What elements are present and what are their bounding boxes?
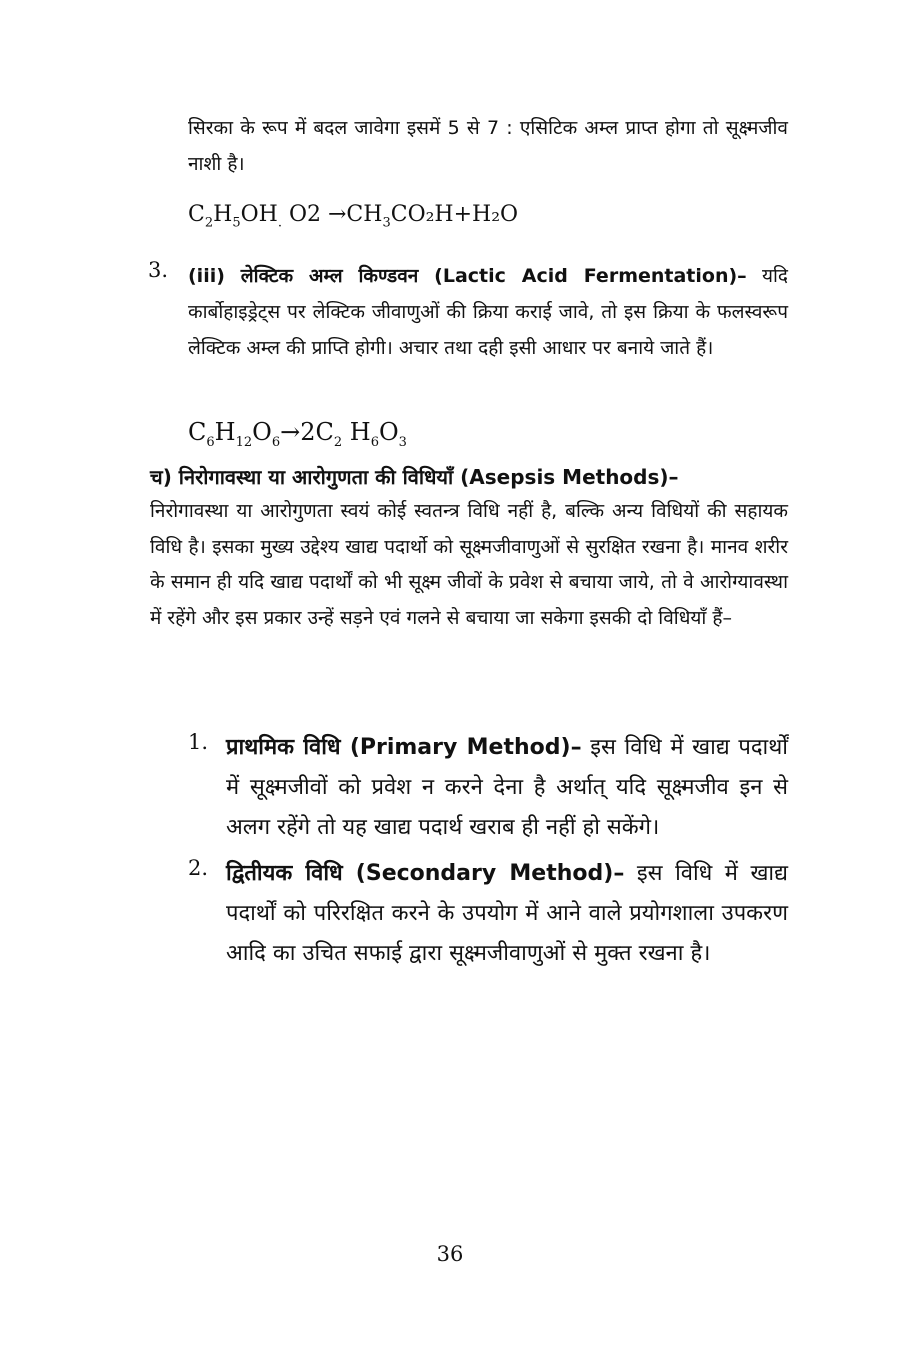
lactic-fermentation-item xyxy=(148,258,788,366)
acetic-acid-formula: $C_2H_5OH_.$ $O2 \to CH_3CO_2H+H_2O$ xyxy=(188,202,519,231)
lactic-acid-formula: $C_6H_{12}O_6\to 2C_2$ $H_6O_3$ xyxy=(188,418,407,450)
methods-list xyxy=(188,728,788,980)
lactic-fermentation-text: यदि कार्बोहाइड्रेट्स पर लेक्टिक जीवाणुओं की क्रिया कराई जावे, तो इस क्रिया के फलस्वरूप लेक्टिक अम्ल की प्राप्ति होगी। अचार तथा दही इसी आधार पर बनाये जाते हैं। xyxy=(188,265,788,359)
list-item-number: 1. xyxy=(188,730,209,754)
asepsis-section xyxy=(150,460,788,636)
list-item-number: 2. xyxy=(188,856,209,880)
method-title: द्वितीयक विधि (Secondary Method)– xyxy=(226,861,625,886)
item-number: 3. xyxy=(148,258,169,282)
method-text: इस विधि में खाद्य पदार्थों में सूक्ष्मजीवों को प्रवेश न करने देना है अर्थात् यदि सूक्ष्मजीव इन से अलग रहेंगे तो यह खाद्य पदार्थ खराब ही नहीं हो सकेंगे। xyxy=(226,735,788,840)
intro-paragraph: सिरका के रूप में बदल जावेगा इसमें 5 से 7 : एसिटिक अम्ल प्राप्त होगा तो सूक्ष्मजीव नाशी है। xyxy=(188,117,788,175)
page-number: 36 xyxy=(436,1242,464,1266)
list-item xyxy=(188,854,788,974)
section-heading: च) निरोगावस्था या आरोगुणता की विधियाँ (Asepsis Methods)– xyxy=(150,465,679,489)
method-text: इस विधि में खाद्य पदार्थों को परिरक्षित करने के उपयोग में आने वाले प्रयोगशाला उपकरण आदि का उचित सफाई द्वारा सूक्ष्मजीवाणुओं से मुक्त रखना है। xyxy=(226,861,788,966)
lactic-fermentation-heading: (iii) लेक्टिक अम्ल किण्डवन (Lactic Acid Fermentation)– xyxy=(188,265,747,287)
method-title: प्राथमिक विधि (Primary Method)– xyxy=(226,735,582,760)
list-item xyxy=(188,728,788,848)
section-paragraph: निरोगावस्था या आरोगुणता स्वयं कोई स्वतन्त्र विधि नहीं है, बल्कि अन्य विधियों की सहायक विधि है। इसका मुख्य उद्देश्य खाद्य पदार्थो को सूक्ष्मजीवाणुओं से सुरक्षित रखना है। मानव शरीर के समान ही यदि खाद्य पदार्थों को भी सूक्ष्म जीवों के प्रवेश से बचाया जाये, तो वे आरोग्यावस्था में रहेंगे और इस प्रकार उन्हें सड़ने एवं गलने से बचाया जा सकेगा इसकी दो विधियाँ हैं– xyxy=(150,500,788,629)
